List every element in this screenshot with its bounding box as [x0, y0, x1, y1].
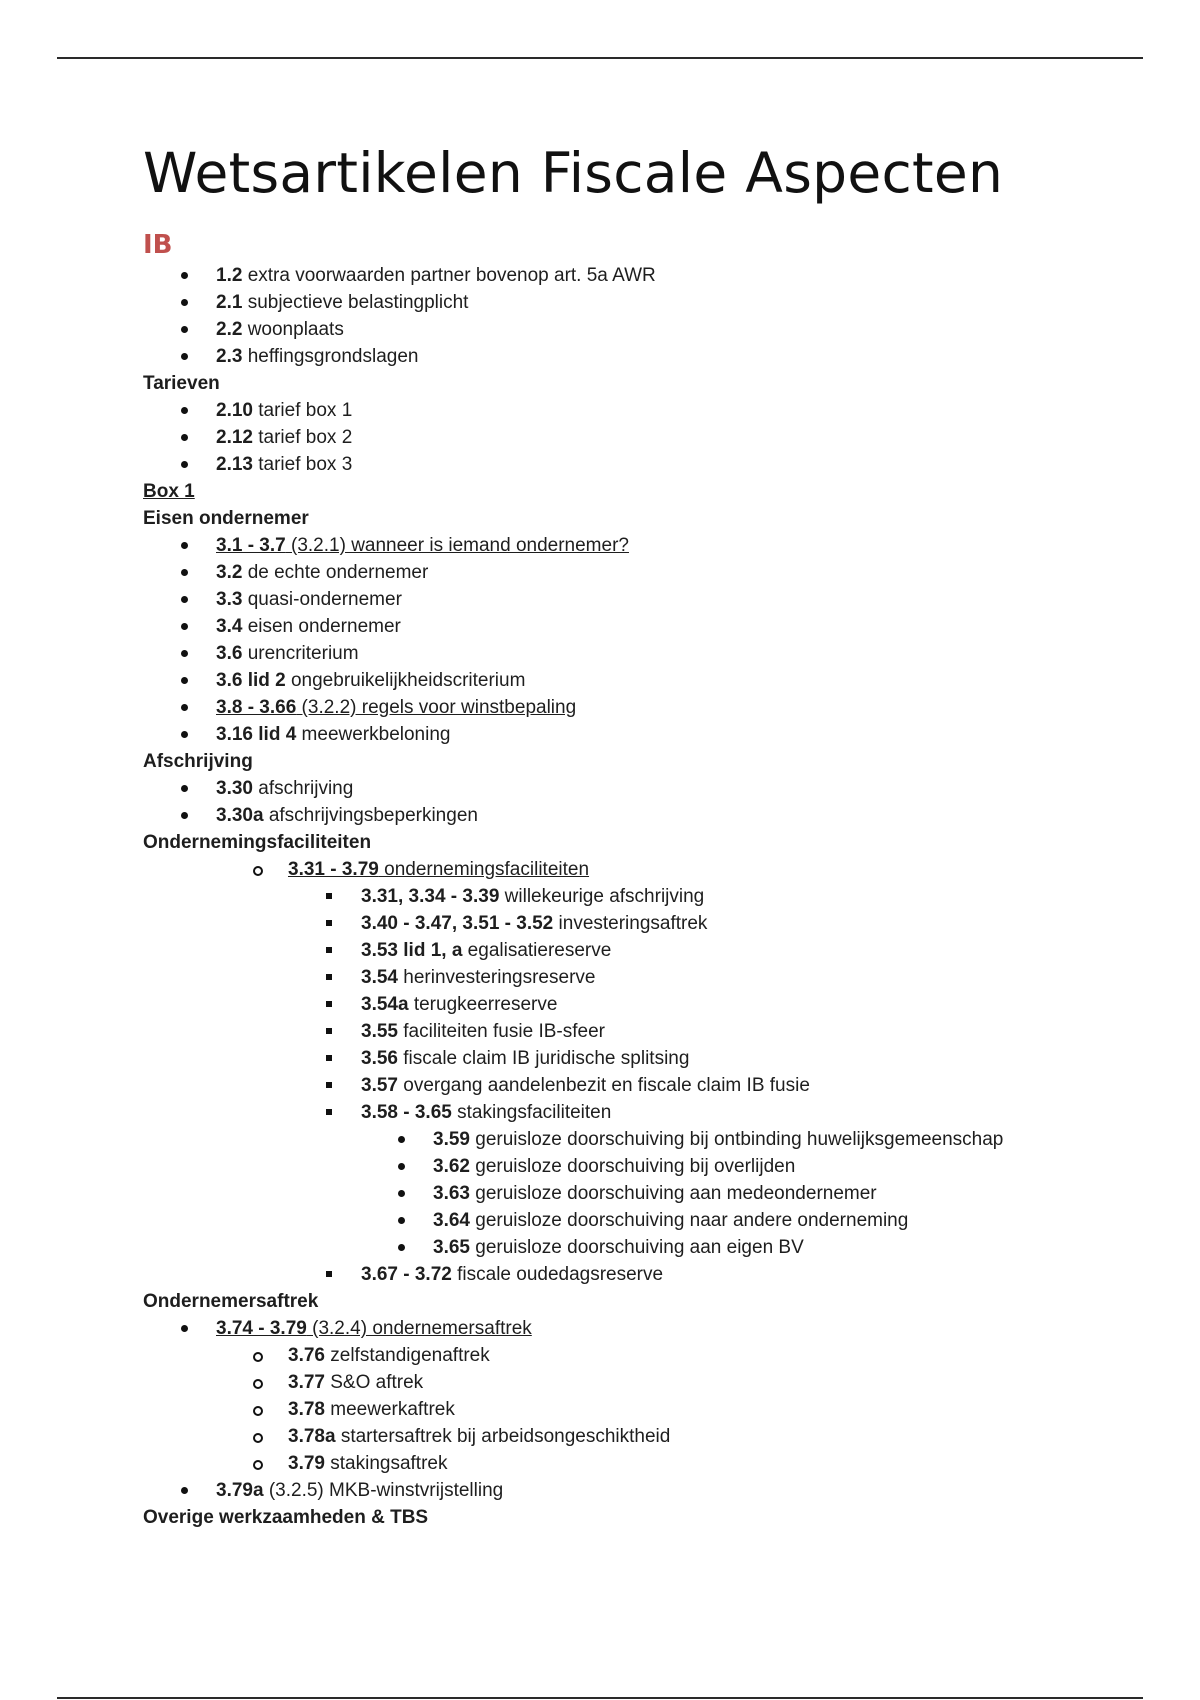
list-item: 3.54 herinvesteringsreserve — [361, 967, 596, 988]
subheading-afschrijving: Afschrijving — [143, 751, 253, 772]
list-item: 3.78a startersaftrek bij arbeidsongeschiktheid — [288, 1426, 671, 1447]
list-item: 3.1 - 3.7 (3.2.1) wanneer is iemand ondernemer? — [216, 535, 629, 556]
subheading-overige-werkzaamheden: Overige werkzaamheden & TBS — [143, 1507, 429, 1528]
page-title: Wetsartikelen Fiscale Aspecten — [143, 141, 1004, 205]
list-item: 3.58 - 3.65 stakingsfaciliteiten — [361, 1102, 612, 1123]
list-item: 3.62 geruisloze doorschuiving bij overlijden — [433, 1156, 796, 1177]
subheading-tarieven: Tarieven — [143, 373, 220, 394]
list-item: 3.56 fiscale claim IB juridische splitsing — [361, 1048, 690, 1069]
list-item: 3.30 afschrijving — [216, 778, 354, 799]
subheading-box-1: Box 1 — [143, 481, 195, 502]
list-item: 3.8 - 3.66 (3.2.2) regels voor winstbepaling — [216, 697, 577, 718]
list-item: 3.31, 3.34 - 3.39 willekeurige afschrijving — [361, 886, 705, 907]
list-item: 3.16 lid 4 meewerkbeloning — [216, 724, 451, 745]
document-body — [143, 138, 1143, 1531]
list-item: 3.55 faciliteiten fusie IB-sfeer — [361, 1021, 605, 1042]
list-item: 3.63 geruisloze doorschuiving aan medeondernemer — [433, 1183, 877, 1204]
list-item: 2.13 tarief box 3 — [216, 454, 353, 475]
list-item: 3.59 geruisloze doorschuiving bij ontbinding huwelijksgemeenschap — [433, 1129, 1004, 1150]
list-item: 2.10 tarief box 1 — [216, 400, 353, 421]
list-item: 3.64 geruisloze doorschuiving naar andere onderneming — [433, 1210, 909, 1231]
list-item: 3.74 - 3.79 (3.2.4) ondernemersaftrek — [216, 1318, 532, 1339]
list-item: 3.30a afschrijvingsbeperkingen — [216, 805, 478, 826]
list-item: 1.2 extra voorwaarden partner bovenop art. 5a AWR — [216, 265, 656, 286]
list-item: 3.54a terugkeerreserve — [361, 994, 558, 1015]
subheading-ondernemingsfaciliteiten: Ondernemingsfaciliteiten — [143, 832, 372, 853]
list-item: 3.76 zelfstandigenaftrek — [288, 1345, 490, 1366]
top-rule — [57, 57, 1143, 59]
section-heading-ib: IB — [143, 230, 173, 260]
list-item: 3.40 - 3.47, 3.51 - 3.52 investeringsaftrek — [361, 913, 708, 934]
list-item: 3.2 de echte ondernemer — [216, 562, 429, 583]
list-item: 3.6 urencriterium — [216, 643, 359, 664]
bottom-rule — [57, 1697, 1143, 1699]
list-item: 3.79a (3.2.5) MKB-winstvrijstelling — [216, 1480, 504, 1501]
subheading-ondernemersaftrek: Ondernemersaftrek — [143, 1291, 319, 1312]
subheading-eisen-ondernemer: Eisen ondernemer — [143, 508, 309, 529]
list-item: 3.77 S&O aftrek — [288, 1372, 424, 1393]
list-item: 3.4 eisen ondernemer — [216, 616, 401, 637]
list-item: 3.31 - 3.79 ondernemingsfaciliteiten — [288, 859, 590, 880]
list-item: 2.2 woonplaats — [216, 319, 344, 340]
list-item: 3.78 meewerkaftrek — [288, 1399, 455, 1420]
list-item: 3.6 lid 2 ongebruikelijkheidscriterium — [216, 670, 526, 691]
list-item: 2.1 subjectieve belastingplicht — [216, 292, 469, 313]
list-item: 3.65 geruisloze doorschuiving aan eigen BV — [433, 1237, 804, 1258]
list-item: 3.57 overgang aandelenbezit en fiscale claim IB fusie — [361, 1075, 810, 1096]
list-item: 3.3 quasi-ondernemer — [216, 589, 402, 610]
list-item: 3.67 - 3.72 fiscale oudedagsreserve — [361, 1264, 664, 1285]
list-item: 2.12 tarief box 2 — [216, 427, 353, 448]
list-item: 3.79 stakingsaftrek — [288, 1453, 448, 1474]
list-item: 2.3 heffingsgrondslagen — [216, 346, 419, 367]
list-item: 3.53 lid 1, a egalisatiereserve — [361, 940, 612, 961]
